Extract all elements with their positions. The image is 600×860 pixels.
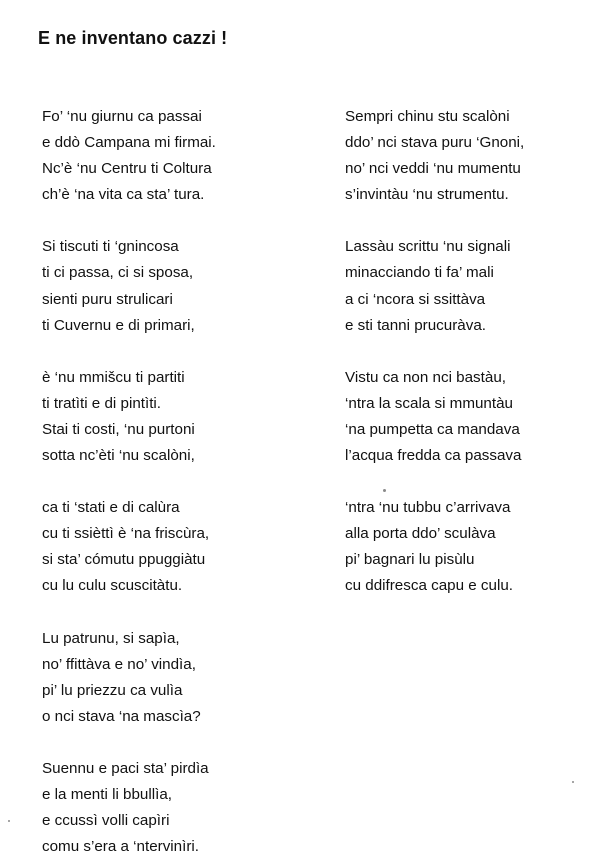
verse-line: minacciando ti fa’ mali [345,264,494,282]
verse-line: a ci ‘ncora si ssittàva [345,290,486,308]
verse-line: Stai ti costi, ‘nu purtoni [42,420,195,438]
verse-line: cu ddifresca capu e culu. [345,577,514,595]
poem-title: E ne inventano cazzi ! [38,28,228,48]
verse-line: pi’ lu priezzu ca vulìa [42,681,183,699]
stanza [345,495,524,599]
verse-line: cu lu culu scuscitàtu. [42,577,183,595]
scan-speck [572,781,574,783]
verse-line: pi’ bagnari lu pisùlu [345,551,475,569]
verse-line: ti ci passa, ci si sposa, [42,264,194,282]
verse-line: Fo’ ‘nu giurnu ca passai [42,108,202,125]
verse-line: cu ti ssièttì è ‘na friscùra, [42,525,210,543]
verse-line: alla porta ddo’ sculàva [345,525,496,543]
verse-line: e ddò Campana mi firmai. [42,134,216,152]
stanza [42,756,216,860]
scan-speck [8,820,10,822]
verse-line: ti tratìti e di pintìti. [42,394,162,412]
verse-line: no’ nci veddi ‘nu mumentu [345,160,521,178]
stanza [345,234,524,338]
verse-line: ca ti ‘stati e di calùra [42,499,180,517]
verse-line: ch’è ‘na vita ca sta’ tura. [42,186,205,204]
stanza [42,104,216,208]
verse-line: ‘na pumpetta ca mandava [345,420,520,438]
verse-line: è ‘nu mmišcu ti partiti [42,368,185,386]
right-column [345,104,524,600]
stanza [42,365,216,469]
verse-line: comu s’era a ‘ntervinìri. [42,838,199,856]
verse-line: e sti tanni prucuràva. [345,316,486,334]
verse-line: e la menti li bbullìa, [42,785,173,803]
stanza [345,365,524,469]
verse-line: Si tiscuti ti ‘gnincosa [42,238,179,256]
stanza [42,234,216,338]
verse-line: Vistu ca non nci bastàu, [345,368,506,386]
left-column [42,104,216,860]
stanza [345,104,524,208]
verse-line: o nci stava ‘na mascìa? [42,707,201,725]
verse-line: no’ ffittàva e no’ vindìa, [42,655,196,673]
stanza [42,495,216,599]
verse-line: e ccussì volli capìri [42,812,170,830]
verse-line: ddo’ nci stava puru ‘Gnoni, [345,134,525,152]
verse-line: l’acqua fredda ca passava [345,447,522,465]
verse-line: Lu patrunu, si sapìa, [42,629,180,647]
verse-line: Sempri chinu stu scalòni [345,108,510,125]
verse-line: Suennu e paci sta’ pirdìa [42,759,209,777]
scan-speck [383,489,386,492]
verse-line: Lassàu scrittu ‘nu signali [345,238,511,256]
verse-line: si sta’ cómutu ppuggiàtu [42,551,206,569]
verse-line: ‘ntra ‘nu tubbu c’arrivava [345,499,511,517]
verse-line: sienti puru strulicari [42,290,173,308]
verse-line: ‘ntra la scala si mmuntàu [345,394,513,412]
stanza [42,626,216,730]
verse-line: Nc’è ‘nu Centru ti Coltura [42,160,212,178]
verse-line: s’invintàu ‘nu strumentu. [345,186,509,204]
verse-line: sotta nc’èti ‘nu scalòni, [42,447,195,465]
verse-line: ti Cuvernu e di primari, [42,316,195,334]
